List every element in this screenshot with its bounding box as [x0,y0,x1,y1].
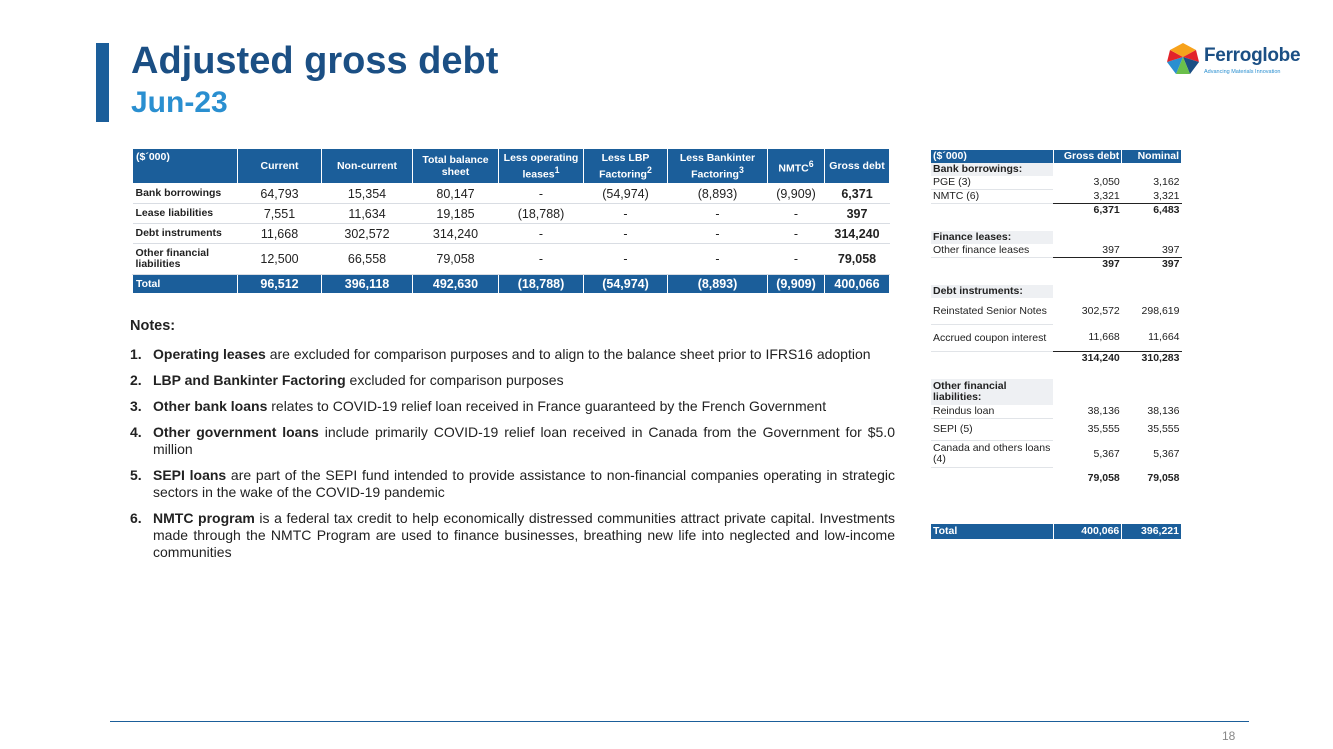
company-logo [1166,42,1301,78]
cell: 15,354 [322,184,413,204]
cell: 12,500 [238,244,322,275]
cell: - [668,204,768,224]
cell: - [668,224,768,244]
title-accent-bar [96,43,109,122]
table-header-row [133,149,890,184]
cell: 492,630 [413,275,499,294]
row-label: Other financial liabilities [133,244,238,275]
column-header: Total balance sheet [413,149,499,184]
footer-divider [110,721,1249,722]
cell: 11,668 [238,224,322,244]
notes-title: Notes: [130,318,176,334]
cell: 314,240 [413,224,499,244]
note-item: 1. Operating leases are excluded for comparison purposes and to align to the balance sheet prior to IFRS16 adoption [130,346,871,362]
table-row: Accrued coupon interest 11,668 11,664 [931,325,1182,352]
cell: 80,147 [413,184,499,204]
table-row: NMTC (6) 3,321 3,321 [933,189,1180,202]
column-header: Current [238,149,322,184]
table-row: Other finance leases 397 397 [933,244,1180,256]
cell: - [499,224,584,244]
page-title: Adjusted gross debt [131,40,499,82]
cell: - [499,244,584,275]
cell: - [768,224,825,244]
subtotal-row: 6,371 6,483 [931,204,1182,218]
page-number: 18 [1222,729,1236,743]
table-row [133,204,890,224]
subtotal-row: 314,240 310,283 [931,352,1182,366]
ferroglobe-globe-icon [1166,42,1200,76]
cell: (8,893) [668,275,768,294]
cell: 11,634 [322,204,413,224]
column-header: Less LBP Factoring$^2$ [584,149,668,184]
section-header: Bank borrowings: [931,163,1182,176]
section-header: Debt instruments: [931,285,1182,298]
cell: - [499,184,584,204]
cell: - [768,244,825,275]
table-row: SEPI (5) 35,555 35,555 [931,419,1182,441]
cell: 314,240 [825,224,890,244]
logo-tagline: Advancing Materials Innovation [1204,69,1281,75]
page-subtitle: Jun-23 [131,86,228,119]
cell: 7,551 [238,204,322,224]
row-label: Debt instruments [133,224,238,244]
row-label: Bank borrowings [133,184,238,204]
logo-wordmark: Ferroglobe [1204,45,1301,66]
subtotal-row: 397 397 [931,258,1182,272]
row-label: Lease liabilities [133,204,238,224]
cell: - [768,204,825,224]
column-header: Non-current [322,149,413,184]
cell: 79,058 [413,244,499,275]
cell: (9,909) [768,275,825,294]
cell: (54,974) [584,275,668,294]
cell: 79,058 [825,244,890,275]
table-total-row: Total 400,066 396,221 [931,524,1182,539]
section-header: Other financial liabilities: [931,379,1182,405]
cell: 19,185 [413,204,499,224]
table-row: Canada and others loans (4) 5,367 5,367 [931,441,1182,468]
column-header: Gross debt [825,149,890,184]
cell: (8,893) [668,184,768,204]
table-row: Reindus loan 38,136 38,136 [933,405,1180,418]
cell: - [584,244,668,275]
subtotal-row: 79,058 79,058 [1087,472,1180,484]
row-label: Total [133,275,238,294]
notes-section [130,318,895,570]
section-header: Finance leases: [931,231,1182,244]
note-item: 6. NMTC program is a federal tax credit to help economically distressed communities attract private capital. Investments made through the NMTC Program are used to finance businesses, breathing new life into neglected and low-income communities [130,510,895,560]
cell: (54,974) [584,184,668,204]
column-header: Less operating leases$^1$ [499,149,584,184]
cell: (18,788) [499,275,584,294]
cell: - [584,224,668,244]
cell: - [584,204,668,224]
nominal-breakdown-table [931,150,1182,539]
cell: - [668,244,768,275]
table-row: Reinstated Senior Notes 302,572 298,619 [931,298,1182,325]
cell: 302,572 [322,224,413,244]
cell: 66,558 [322,244,413,275]
cell: 96,512 [238,275,322,294]
note-item: 3. Other bank loans relates to COVID-19 relief loan received in France guaranteed by the French Government [130,398,827,414]
cell: (9,909) [768,184,825,204]
cell: (18,788) [499,204,584,224]
cell: 396,118 [322,275,413,294]
gross-debt-table [132,148,890,294]
table-row: PGE (3) 3,050 3,162 [933,176,1180,189]
cell: 6,371 [825,184,890,204]
cell: 397 [825,204,890,224]
table-total-row [133,275,890,294]
note-item: 4. Other government loans include primarily COVID-19 relief loan received in Canada from the Government for $5.0 million [130,424,895,457]
note-item: 2. LBP and Bankinter Factoring excluded for comparison purposes [130,372,564,388]
table-row [133,244,890,275]
table-header-row: ($´000) Gross debt Nominal [931,150,1182,163]
column-header: Less Bankinter Factoring$^3$ [668,149,768,184]
note-item: 5. SEPI loans are part of the SEPI fund intended to provide assistance to non-financial companies operating in strategic sectors in the wake of the COVID-19 pandemic [130,467,895,500]
table-row [133,224,890,244]
unit-header: ($´000) [133,149,238,184]
table-row [133,184,890,204]
cell: 400,066 [825,275,890,294]
column-header: NMTC$^6$ [768,149,825,184]
cell: 64,793 [238,184,322,204]
